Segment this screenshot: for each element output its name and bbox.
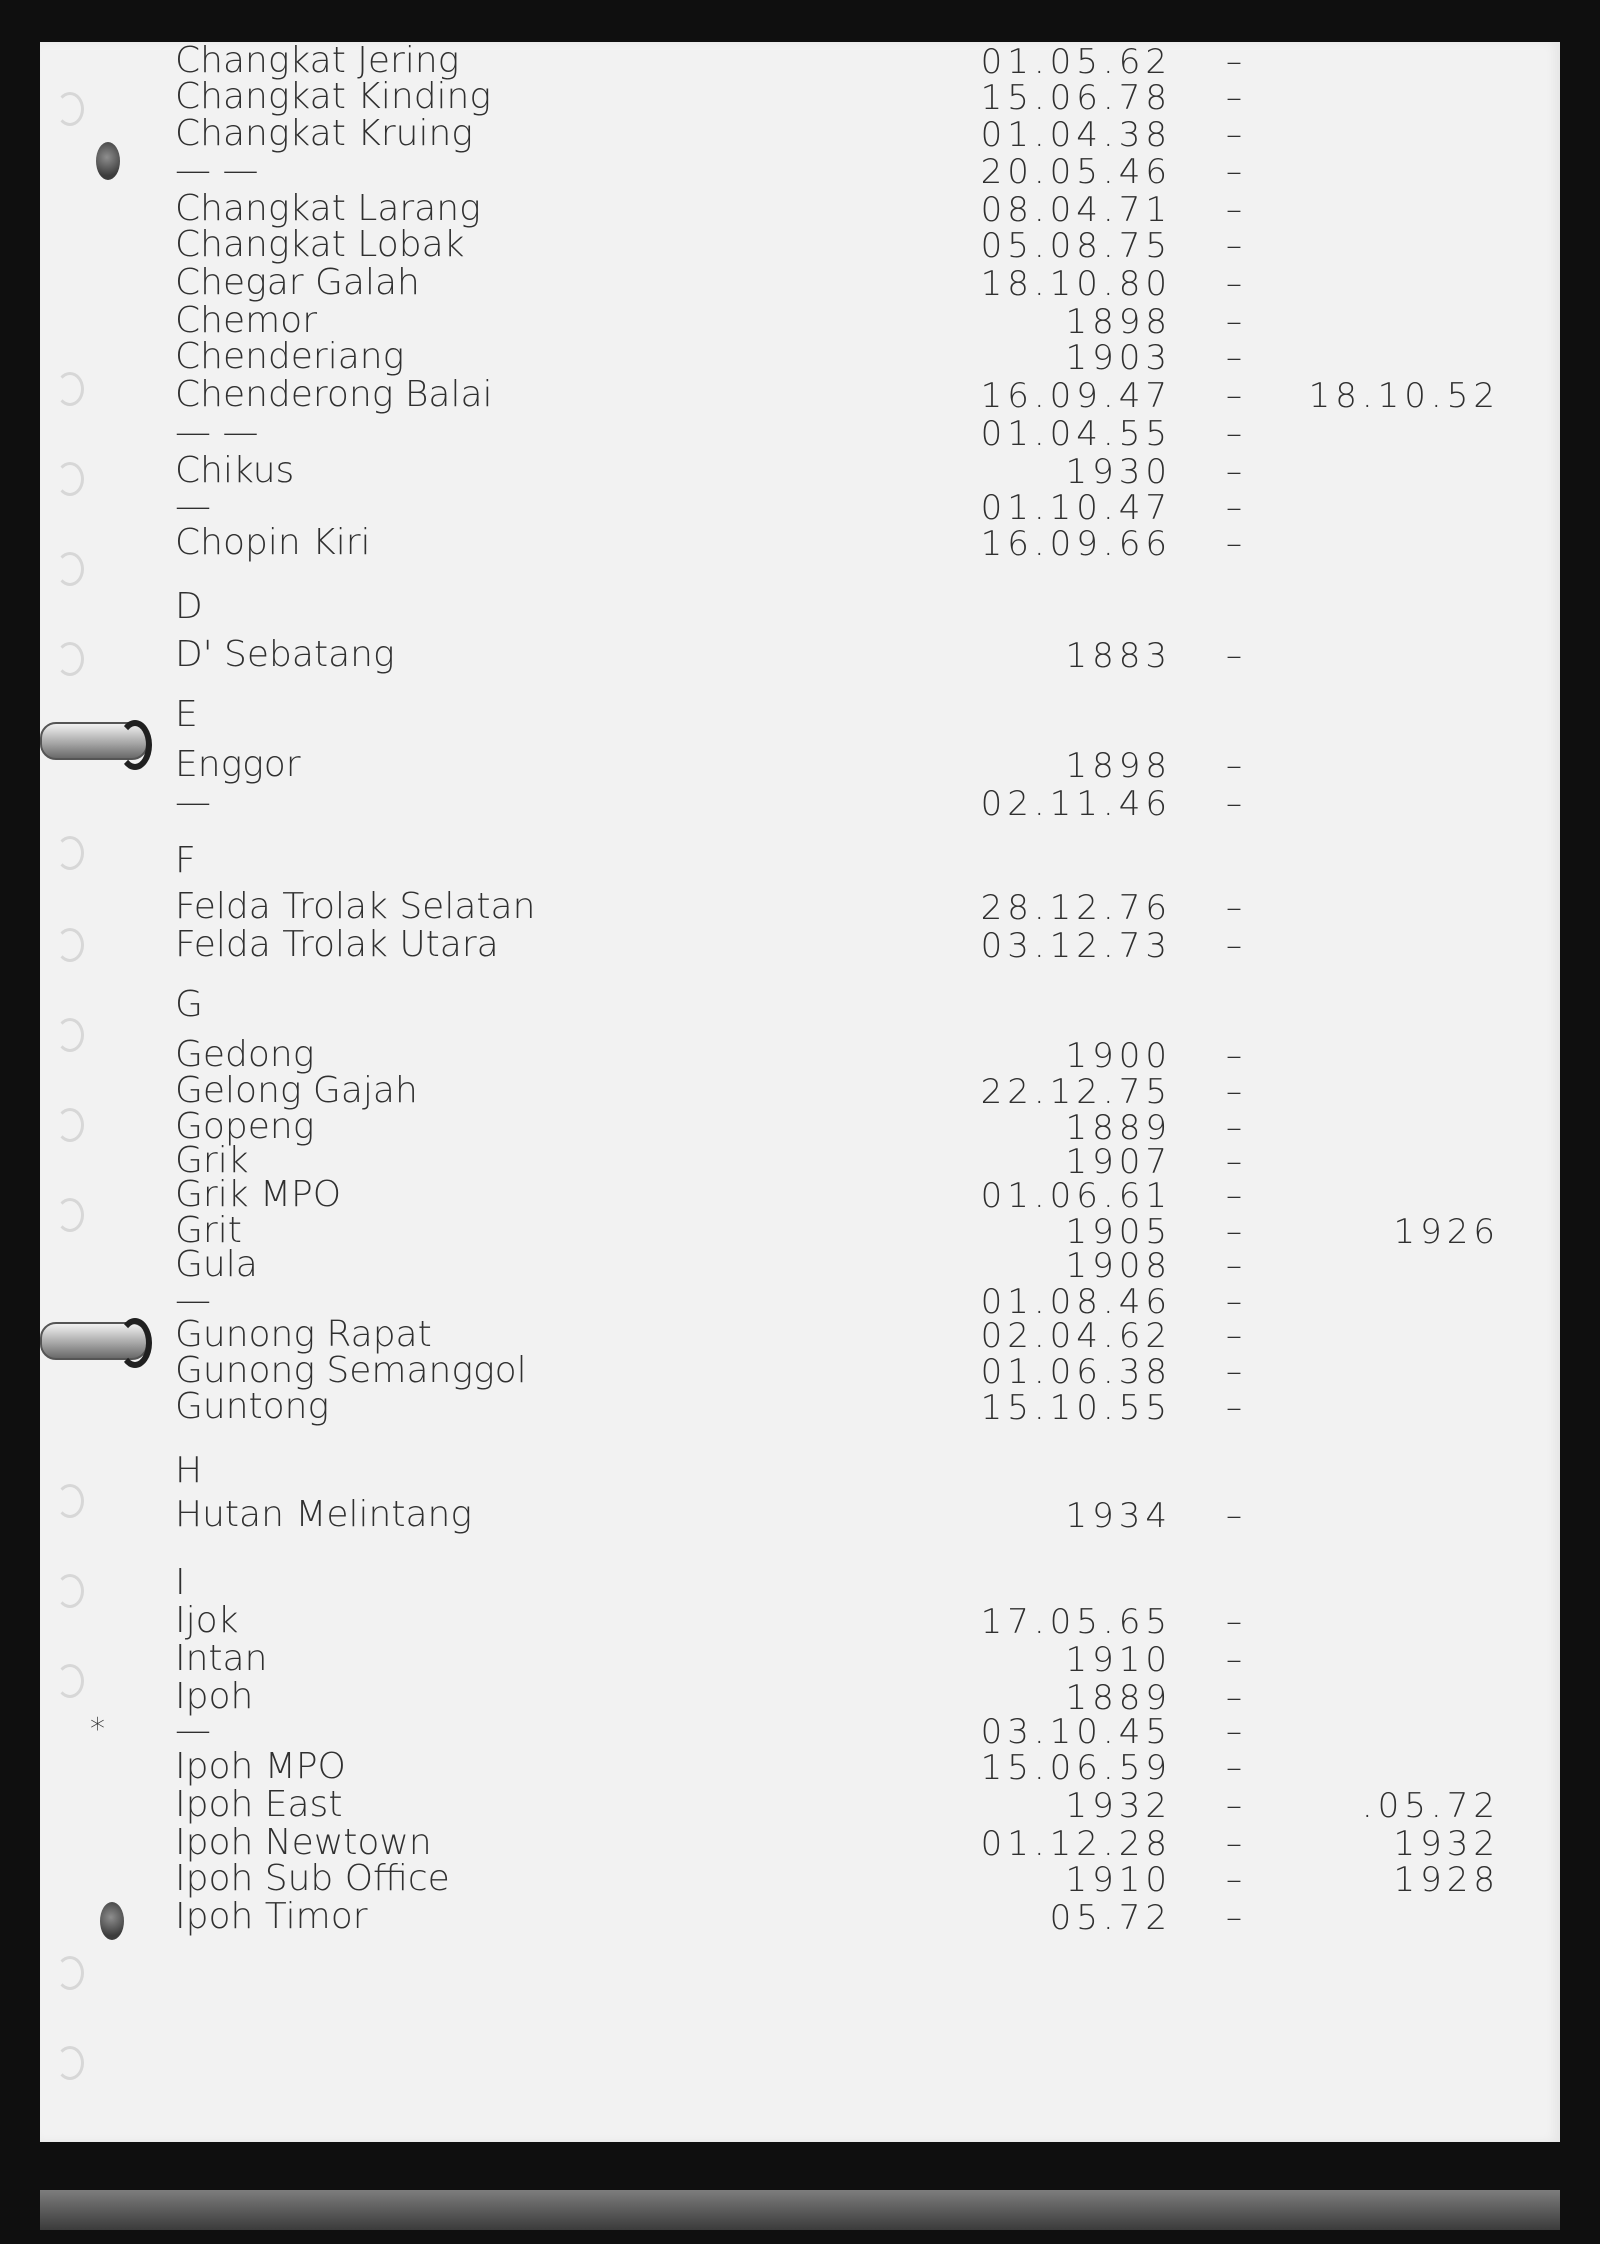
- punch-hole: [56, 2046, 84, 2080]
- punch-hole: [56, 642, 84, 676]
- entry-dash: –: [1226, 42, 1242, 80]
- entry-dash: –: [1226, 1824, 1242, 1862]
- punch-hole: [56, 92, 84, 126]
- entry-name: I: [175, 1562, 186, 1603]
- entry-dash: –: [1226, 1072, 1242, 1110]
- entry-name: Chikus: [175, 450, 295, 491]
- binder-ring-end: [118, 720, 152, 770]
- entry-name: Changkat Larang: [175, 188, 481, 229]
- punch-hole: [56, 552, 84, 586]
- entry-name: F: [175, 840, 196, 881]
- punch-hole: [56, 372, 84, 406]
- entry-date: 1889: [1065, 1108, 1172, 1148]
- entry-name: Gelong Gajah: [175, 1070, 418, 1111]
- entry-date: 01.04.38: [980, 115, 1172, 155]
- entry-name: Intan: [175, 1638, 268, 1679]
- entry-name: Felda Trolak Selatan: [175, 886, 536, 927]
- entry-name: Guntong: [175, 1386, 330, 1427]
- entry-name: Ipoh Newtown: [175, 1822, 432, 1863]
- entry-date: 15.06.78: [980, 78, 1172, 118]
- entry-dash: –: [1226, 1212, 1242, 1250]
- entry-dash: –: [1226, 1246, 1242, 1284]
- binder-hole: [100, 1902, 124, 1940]
- entry-end-date: 1928: [1393, 1860, 1500, 1900]
- punch-hole: [56, 928, 84, 962]
- entry-date: 05.08.75: [980, 226, 1172, 266]
- entry-name: Gopeng: [175, 1106, 315, 1147]
- entry-dash: –: [1226, 190, 1242, 228]
- entry-date: 16.09.66: [980, 524, 1172, 564]
- punch-hole: [56, 1664, 84, 1698]
- entry-dash: –: [1226, 1678, 1242, 1716]
- punch-hole: [56, 1108, 84, 1142]
- entry-dash: –: [1226, 488, 1242, 526]
- entry-date: 17.05.65: [980, 1602, 1172, 1642]
- entry-name: Felda Trolak Utara: [175, 924, 499, 965]
- entry-date: 20.05.46: [980, 152, 1172, 192]
- entry-name: Chenderong Balai: [175, 374, 493, 415]
- entry-dash: –: [1226, 338, 1242, 376]
- entry-date: 1932: [1065, 1786, 1172, 1826]
- entry-dash: –: [1226, 1860, 1242, 1898]
- entry-name: Gunong Rapat: [175, 1314, 432, 1355]
- entry-date: 01.06.38: [980, 1352, 1172, 1392]
- punch-hole: [56, 836, 84, 870]
- entry-dash: –: [1226, 414, 1242, 452]
- entry-name: Enggor: [175, 744, 301, 785]
- entry-end-date: 1932: [1393, 1824, 1500, 1864]
- punch-hole: [56, 1574, 84, 1608]
- entry-name: — —: [175, 412, 259, 453]
- entry-date: 1930: [1065, 452, 1172, 492]
- entry-date: 02.11.46: [980, 784, 1172, 824]
- entry-date: 01.08.46: [980, 1282, 1172, 1322]
- entry-name: Changkat Jering: [175, 40, 460, 81]
- punch-hole: [56, 1018, 84, 1052]
- entry-name: —: [175, 486, 211, 527]
- entry-date: 1898: [1065, 746, 1172, 786]
- entry-name: — —: [175, 150, 259, 191]
- entry-name: H: [175, 1450, 203, 1491]
- entry-name: Ipoh MPO: [175, 1746, 346, 1787]
- entry-name: —: [175, 1710, 211, 1751]
- entry-dash: –: [1226, 1602, 1242, 1640]
- entry-dash: –: [1226, 115, 1242, 153]
- entry-dash: –: [1226, 1898, 1242, 1936]
- entry-date: 1910: [1065, 1860, 1172, 1900]
- entry-name: Ijok: [175, 1600, 239, 1641]
- entry-date: 1934: [1065, 1496, 1172, 1536]
- entry-date: 01.12.28: [980, 1824, 1172, 1864]
- entry-date: 1903: [1065, 338, 1172, 378]
- punch-hole: [56, 462, 84, 496]
- entry-name: Ipoh Sub Office: [175, 1858, 450, 1899]
- entry-date: 22.12.75: [980, 1072, 1172, 1112]
- entry-date: 18.10.80: [980, 264, 1172, 304]
- entry-name: Hutan Melintang: [175, 1494, 472, 1535]
- entry-dash: –: [1226, 784, 1242, 822]
- entry-date: 03.10.45: [980, 1712, 1172, 1752]
- entry-dash: –: [1226, 1786, 1242, 1824]
- entry-dash: –: [1226, 1282, 1242, 1320]
- entry-date: 1889: [1065, 1678, 1172, 1718]
- entry-end-date: 18.10.52: [1308, 376, 1500, 416]
- entry-date: 01.06.61: [980, 1176, 1172, 1216]
- entry-dash: –: [1226, 1640, 1242, 1678]
- entry-date: 02.04.62: [980, 1316, 1172, 1356]
- punch-hole: [56, 1956, 84, 1990]
- entry-date: 1908: [1065, 1246, 1172, 1286]
- entry-end-date: 1926: [1393, 1212, 1500, 1252]
- binder-hole: [96, 142, 120, 180]
- entry-name: Chegar Galah: [175, 262, 420, 303]
- entry-name: Grik MPO: [175, 1174, 342, 1215]
- entry-dash: –: [1226, 302, 1242, 340]
- margin-asterisk: *: [90, 1712, 105, 1747]
- entry-dash: –: [1226, 1748, 1242, 1786]
- entry-dash: –: [1226, 1036, 1242, 1074]
- punch-hole: [56, 1198, 84, 1232]
- entry-name: Changkat Kruing: [175, 113, 473, 154]
- entry-dash: –: [1226, 1108, 1242, 1146]
- entry-date: 1898: [1065, 302, 1172, 342]
- entry-dash: –: [1226, 1388, 1242, 1426]
- entry-dash: –: [1226, 1352, 1242, 1390]
- entry-name: D: [175, 586, 203, 627]
- entry-name: Gunong Semanggol: [175, 1350, 527, 1391]
- entry-name: Changkat Kinding: [175, 76, 491, 117]
- entry-dash: –: [1226, 226, 1242, 264]
- page-stack-edge: [40, 2190, 1560, 2230]
- entry-name: —: [175, 782, 211, 823]
- entry-name: E: [175, 694, 198, 735]
- entry-dash: –: [1226, 1712, 1242, 1750]
- entry-dash: –: [1226, 376, 1242, 414]
- entry-name: Changkat Lobak: [175, 224, 465, 265]
- entry-date: 1883: [1065, 636, 1172, 676]
- entry-name: D' Sebatang: [175, 634, 395, 675]
- entry-dash: –: [1226, 1176, 1242, 1214]
- entry-date: 1907: [1065, 1142, 1172, 1182]
- entry-date: 28.12.76: [980, 888, 1172, 928]
- entry-date: 16.09.47: [980, 376, 1172, 416]
- entry-name: Gula: [175, 1244, 258, 1285]
- entry-dash: –: [1226, 888, 1242, 926]
- entry-name: Chopin Kiri: [175, 522, 371, 563]
- entry-dash: –: [1226, 926, 1242, 964]
- entry-date: 08.04.71: [980, 190, 1172, 230]
- entry-date: 05.72: [1049, 1898, 1172, 1938]
- entry-date: 15.10.55: [980, 1388, 1172, 1428]
- entry-date: 1905: [1065, 1212, 1172, 1252]
- entry-name: Chenderiang: [175, 336, 405, 377]
- entry-name: Ipoh East: [175, 1784, 343, 1825]
- entry-date: 03.12.73: [980, 926, 1172, 966]
- entry-name: Grit: [175, 1210, 242, 1251]
- entry-dash: –: [1226, 746, 1242, 784]
- entry-end-date: .05.72: [1361, 1786, 1500, 1826]
- entry-name: Ipoh: [175, 1676, 254, 1717]
- entry-dash: –: [1226, 636, 1242, 674]
- entry-dash: –: [1226, 452, 1242, 490]
- entry-date: 01.05.62: [980, 42, 1172, 82]
- entry-date: 01.04.55: [980, 414, 1172, 454]
- entry-dash: –: [1226, 1496, 1242, 1534]
- entry-name: Ipoh Timor: [175, 1896, 368, 1937]
- entry-name: Gedong: [175, 1034, 315, 1075]
- entry-dash: –: [1226, 78, 1242, 116]
- entry-dash: –: [1226, 1142, 1242, 1180]
- entry-dash: –: [1226, 524, 1242, 562]
- entry-date: 1900: [1065, 1036, 1172, 1076]
- entry-name: —: [175, 1280, 211, 1321]
- entry-date: 15.06.59: [980, 1748, 1172, 1788]
- entry-date: 01.10.47: [980, 488, 1172, 528]
- punch-hole: [56, 1484, 84, 1518]
- entry-dash: –: [1226, 1316, 1242, 1354]
- entry-dash: –: [1226, 264, 1242, 302]
- entry-name: G: [175, 984, 203, 1025]
- entry-date: 1910: [1065, 1640, 1172, 1680]
- binder-ring-end: [118, 1318, 152, 1368]
- entry-name: Chemor: [175, 300, 317, 341]
- entry-dash: –: [1226, 152, 1242, 190]
- entry-name: Grik: [175, 1140, 249, 1181]
